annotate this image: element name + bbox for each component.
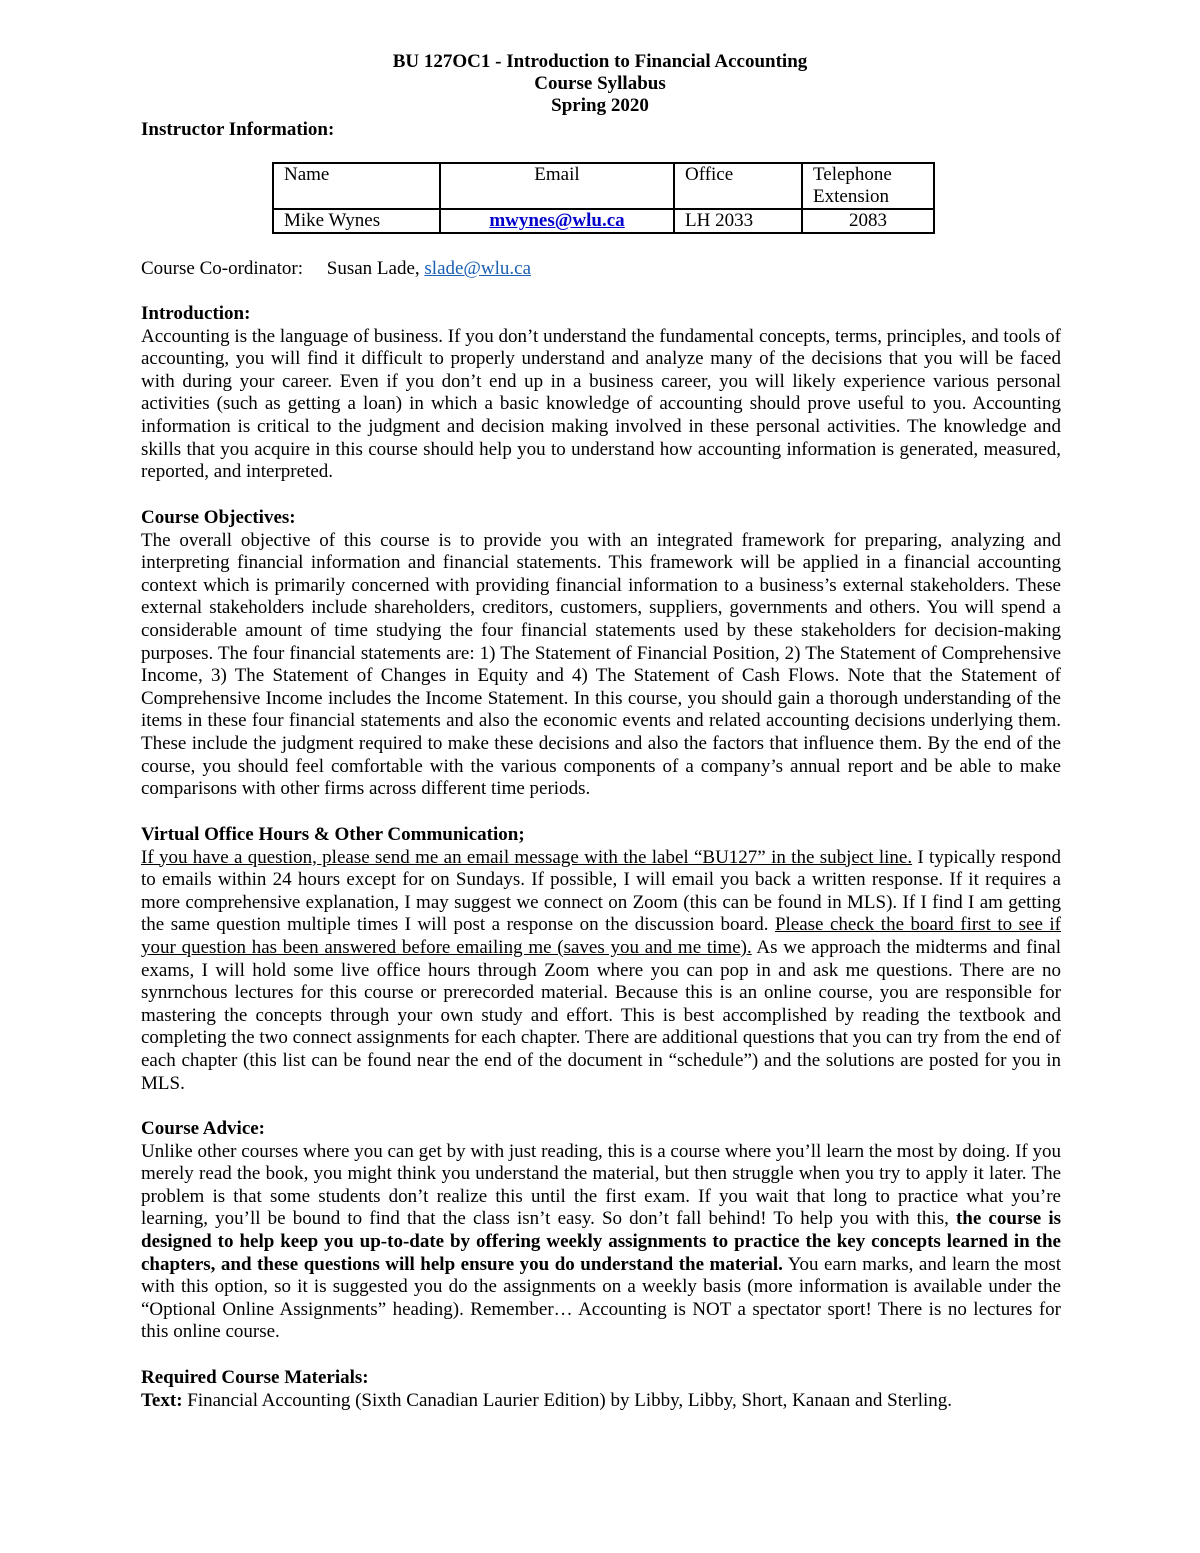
introduction-section — [141, 303, 1061, 484]
materials-section — [141, 1367, 1061, 1412]
coordinator-line — [141, 258, 531, 280]
table-row — [273, 209, 934, 233]
column-header-office: Office — [674, 163, 802, 209]
column-header-name: Name — [273, 163, 440, 209]
text-label: Text: — [141, 1389, 183, 1411]
advice-text — [141, 1141, 1061, 1344]
materials-heading: Required Course Materials: — [141, 1367, 369, 1388]
office-hours-text-2: As we approach the midterms and final exams, I will hold some live office hours through Zoom where you can pop in and ask me questions. There are no synrnchous lectures for this course or prerecorded material. Because this is an online course, you are responsible for mastering the concepts through your own study and effort. This is best accomplished by reading the textbook and completing the two connect assignments for each chapter. There are additional questions that you can try from the end of each chapter (this list can be found near the end of the document in “schedule”) and the solutions are posted for you in MLS. — [141, 936, 1061, 1094]
board-instruction: Please check the board first to see if your question has been answered before emailing me (saves you and me time). — [141, 914, 1061, 958]
instructor-name: Mike Wynes — [273, 209, 440, 233]
document-title-block — [0, 51, 1200, 117]
advice-heading: Course Advice: — [141, 1118, 266, 1139]
office-hours-heading: Virtual Office Hours & Other Communication; — [141, 824, 525, 845]
objectives-section — [141, 507, 1061, 801]
email-instruction: If you have a question, please send me an email message with the label “BU127” in the subject line. — [141, 846, 913, 868]
document-type: Course Syllabus — [534, 73, 666, 94]
office-hours-text — [141, 847, 1061, 1096]
advice-section — [141, 1118, 1061, 1344]
column-header-email: Email — [440, 163, 674, 209]
instructor-office: LH 2033 — [674, 209, 802, 233]
instructor-heading: Instructor Information: — [141, 119, 335, 140]
column-header-telephone: Telephone Extension — [802, 163, 934, 209]
advice-text-2: You earn marks, and learn the most with this option, so it is suggested you do the assignments on a weekly basis (more information is available under the “Optional Online Assignments” heading). Remember… Accounting is NOT a spectator sport! There is no lectures for this online course. — [141, 1253, 1061, 1343]
office-hours-section — [141, 824, 1061, 1095]
objectives-heading: Course Objectives: — [141, 507, 296, 528]
textbook-info: Financial Accounting (Sixth Canadian Laurier Edition) by Libby, Libby, Short, Kanaan and Sterling. — [182, 1389, 953, 1411]
coordinator-email-link[interactable]: slade@wlu.ca — [424, 258, 532, 279]
introduction-heading: Introduction: — [141, 303, 251, 324]
instructor-table — [272, 162, 935, 234]
instructor-email-cell — [440, 209, 674, 233]
table-header-row — [273, 163, 934, 209]
materials-text — [141, 1390, 1061, 1413]
advice-text-1: Unlike other courses where you can get by with just reading, this is a course where you’ll learn the most by doing. If you merely read the book, you might think you understand the material, but then struggle when you try to apply it later. The problem is that some students don’t realize this until the first exam. If you wait that long to practice what you’re learning, you’ll be bound to find that the class isn’t easy. So don’t fall behind! To help you with this, — [141, 1140, 1061, 1230]
introduction-text: Accounting is the language of business. If you don’t understand the fundamental concepts, terms, principles, and tools of accounting, you will find it difficult to properly understand and analyze many of the decisions that you will be faced with during your career. Even if you don’t end up in a business career, you will likely experience various personal activities (such as getting a loan) in which a basic knowledge of accounting should prove useful to you. Accounting information is critical to the judgment and decision making involved in these personal activities. The knowledge and skills that you acquire in this course should help you to understand how accounting information is generated, measured, reported, and interpreted. — [141, 325, 1061, 483]
course-title: BU 127OC1 - Introduction to Financial Accounting — [392, 51, 808, 72]
term: Spring 2020 — [551, 95, 649, 116]
advice-bold-text: the course is designed to help keep you up-to-date by offering weekly assignments to practice the key concepts learned in the chapters, and these questions will help ensure you do understand the material. — [141, 1208, 1061, 1275]
instructor-email-link[interactable]: mwynes@wlu.ca — [489, 210, 625, 231]
instructor-phone: 2083 — [802, 209, 934, 233]
office-hours-text-1: I typically respond to emails within 24 hours except for on Sundays. If possible, I will email you back a written response. If it requires a more comprehensive explanation, I may suggest we connect on Zoom (this can be found in MLS). If I find I am getting the same question multiple times I will post a response on the discussion board. — [141, 846, 1061, 936]
coordinator-name: Susan Lade, — [326, 258, 420, 279]
coordinator-label: Course Co-ordinator: — [141, 258, 304, 279]
objectives-text: The overall objective of this course is to provide you with an integrated framework for preparing, analyzing and interpreting financial information and financial statements. This framework will be applied in a financial accounting context which is primarily concerned with providing financial information to a business’s external stakeholders. These external stakeholders include shareholders, creditors, customers, suppliers, governments and others. You will spend a considerable amount of time studying the four financial statements used by these stakeholders for decision-making purposes. The four financial statements are: 1) The Statement of Financial Position, 2) The Statement of Comprehensive Income, 3) The Statement of Changes in Equity and 4) The Statement of Cash Flows. Note that the Statement of Comprehensive Income includes the Income Statement. In this course, you should gain a thorough understanding of the items in these four financial statements and also the economic events and related accounting decisions underlying them. These include the judgment required to make these decisions and also the factors that influence them. By the end of the course, you should feel comfortable with the various components of a company’s annual report and be able to make comparisons with other firms across different time periods. — [141, 529, 1061, 800]
